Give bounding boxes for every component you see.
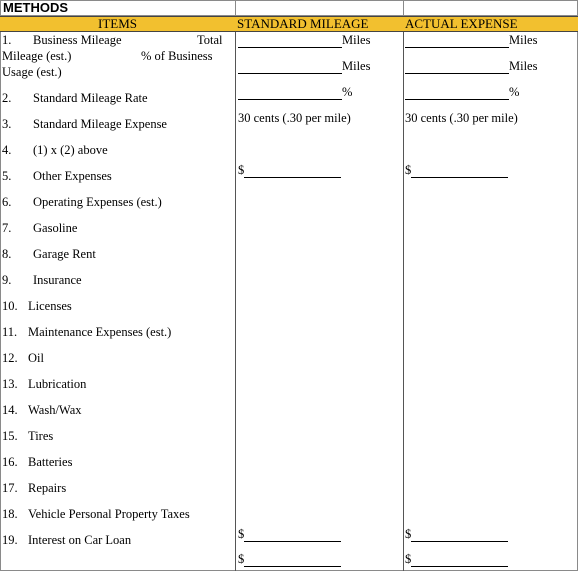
blank-line xyxy=(405,34,509,48)
item-number: 11. xyxy=(2,325,18,339)
item-label: Operating Expenses (est.) xyxy=(33,195,162,209)
item-label: Tires xyxy=(28,429,54,443)
item-label: Oil xyxy=(28,351,44,365)
unit-dollar: $ xyxy=(238,527,245,541)
act-interest-field[interactable] xyxy=(405,527,508,542)
blank-line xyxy=(411,164,508,178)
unit-percent: % xyxy=(509,85,520,99)
item-number: 13. xyxy=(2,377,18,391)
column-divider xyxy=(235,32,236,571)
item-label: Insurance xyxy=(33,273,82,287)
item-number: 19. xyxy=(2,533,18,547)
unit-dollar: $ xyxy=(405,163,412,177)
item-label: Business Mileage xyxy=(33,33,122,47)
act-percent-field[interactable] xyxy=(405,85,519,100)
unit-miles: Miles xyxy=(342,33,371,47)
item-number: 14. xyxy=(2,403,18,417)
item-number: 10. xyxy=(2,299,18,313)
blank-line xyxy=(244,553,341,567)
header-standard-mileage: STANDARD MILEAGE xyxy=(237,16,369,31)
blank-line xyxy=(244,164,341,178)
column-header-row xyxy=(0,16,578,32)
item-number: 16. xyxy=(2,455,18,469)
item-label: Standard Mileage Expense xyxy=(33,117,167,131)
item-number: 9. xyxy=(2,273,12,287)
blank-line xyxy=(238,34,342,48)
unit-dollar: $ xyxy=(405,552,412,566)
item-number: 7. xyxy=(2,221,12,235)
std-interest-field[interactable] xyxy=(238,527,341,542)
item-number: 17. xyxy=(2,481,18,495)
item-label: Vehicle Personal Property Taxes xyxy=(28,507,190,521)
item-number: 8. xyxy=(2,247,12,261)
blank-line xyxy=(411,553,508,567)
unit-percent: % xyxy=(342,85,353,99)
item-label: Garage Rent xyxy=(33,247,96,261)
std-total-miles-field[interactable] xyxy=(238,33,370,48)
item-label: Other Expenses xyxy=(33,169,112,183)
item-number: 12. xyxy=(2,351,18,365)
item-label: Total xyxy=(197,33,223,47)
item-label: Maintenance Expenses (est.) xyxy=(28,325,172,339)
item-number: 3. xyxy=(2,117,12,131)
blank-line xyxy=(405,60,509,74)
item-number: 4. xyxy=(2,143,12,157)
title-divider xyxy=(403,0,404,16)
item-label: Gasoline xyxy=(33,221,78,235)
column-divider xyxy=(403,32,404,571)
methods-title-text: METHODS xyxy=(3,0,68,15)
item-number: 6. xyxy=(2,195,12,209)
std-rate-text: 30 cents (.30 per mile) xyxy=(238,111,351,125)
item-label: Mileage (est.) xyxy=(2,49,72,63)
unit-dollar: $ xyxy=(405,527,412,541)
item-number: 5. xyxy=(2,169,12,183)
act-business-miles-field[interactable] xyxy=(405,59,537,74)
act-expense-field[interactable] xyxy=(405,163,508,178)
methods-title xyxy=(0,0,578,16)
unit-miles: Miles xyxy=(342,59,371,73)
item-number: 2. xyxy=(2,91,12,105)
act-rate-text: 30 cents (.30 per mile) xyxy=(405,111,518,125)
blank-line xyxy=(411,528,508,542)
std-percent-field[interactable] xyxy=(238,85,352,100)
item-label: Lubrication xyxy=(28,377,87,391)
unit-miles: Miles xyxy=(509,33,538,47)
unit-dollar: $ xyxy=(238,163,245,177)
blank-line xyxy=(244,528,341,542)
unit-miles: Miles xyxy=(509,59,538,73)
item-label: Interest on Car Loan xyxy=(28,533,132,547)
item-label: Licenses xyxy=(28,299,72,313)
header-actual-expense: ACTUAL EXPENSE xyxy=(405,16,518,31)
act-total-field[interactable] xyxy=(405,552,508,567)
std-business-miles-field[interactable] xyxy=(238,59,370,74)
header-items: ITEMS xyxy=(98,16,137,31)
item-number: 1. xyxy=(2,33,12,47)
item-label: Repairs xyxy=(28,481,67,495)
item-number: 18. xyxy=(2,507,18,521)
title-divider xyxy=(235,0,236,16)
item-label: % of Business xyxy=(141,49,213,63)
blank-line xyxy=(238,86,342,100)
blank-line xyxy=(238,60,342,74)
act-total-miles-field[interactable] xyxy=(405,33,537,48)
item-label: Usage (est.) xyxy=(2,65,62,79)
item-label: Batteries xyxy=(28,455,73,469)
item-label: Wash/Wax xyxy=(28,403,82,417)
item-label: Standard Mileage Rate xyxy=(33,91,148,105)
std-total-field[interactable] xyxy=(238,552,341,567)
unit-dollar: $ xyxy=(238,552,245,566)
std-expense-field[interactable] xyxy=(238,163,341,178)
blank-line xyxy=(405,86,509,100)
item-number: 15. xyxy=(2,429,18,443)
item-label: (1) x (2) above xyxy=(33,143,108,157)
